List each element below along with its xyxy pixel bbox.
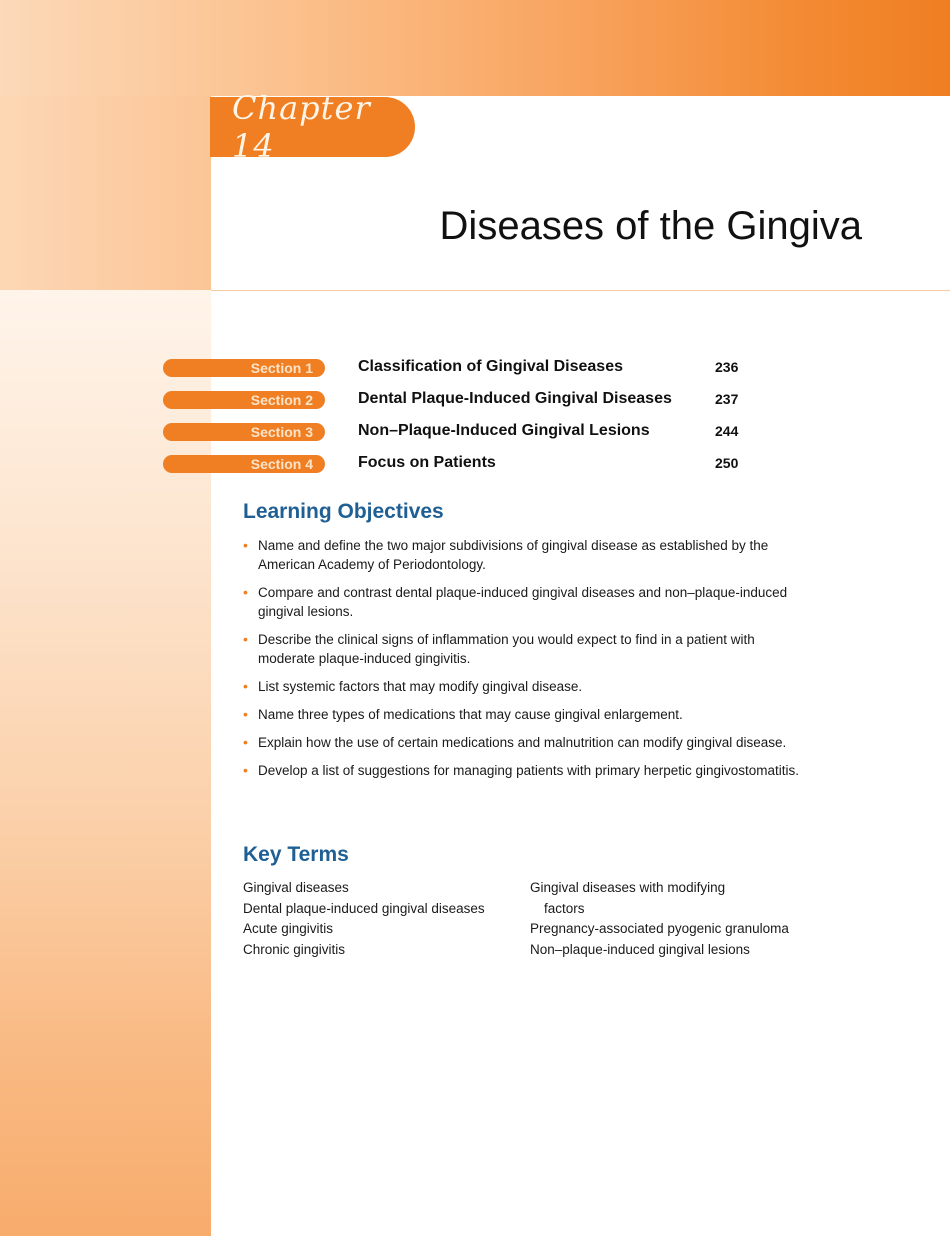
key-term: Dental plaque-induced gingival diseases [243,900,485,916]
section-badge: Section 1 [163,359,325,377]
chapter-label: Chapter 14 [232,89,371,165]
key-terms-column-1 [243,878,485,961]
objective-text: Develop a list of suggestions for managing patients with primary herpetic gingivostomatitis. [258,763,800,778]
section-title: Classification of Gingival Diseases [358,358,623,375]
objective-text: Name and define the two major subdivisions of gingival disease as established by the American Academy of Periodontology. [258,538,769,572]
divider [211,290,950,291]
section-page-number: 244 [715,423,739,439]
bullet-icon: • [243,584,248,600]
bullet-icon: • [243,631,248,647]
list-item [243,733,803,752]
bullet-icon: • [243,537,248,553]
section-badge: Section 3 [163,423,325,441]
section-title: Dental Plaque-Induced Gingival Diseases [358,390,672,407]
key-term: Pregnancy-associated pyogenic granuloma [530,921,789,937]
key-terms-heading: Key Terms [243,843,349,866]
bullet-icon: • [243,678,248,694]
section-row[interactable] [163,422,763,454]
header-gradient-band [0,0,950,96]
key-term: Gingival diseases [243,880,349,895]
objective-text: Compare and contrast dental plaque-induced gingival diseases and non–plaque-induced gingival lesions. [258,585,788,619]
objective-text: List systemic factors that may modify gingival disease. [258,679,583,694]
chapter-title: Diseases of the Gingiva [439,204,862,248]
objective-text: Explain how the use of certain medications and malnutrition can modify gingival disease. [258,735,787,750]
list-item [243,677,803,696]
list-item [243,536,803,574]
section-row[interactable] [163,390,763,422]
key-term: Gingival diseases with modifying [530,880,726,895]
list-item [243,583,803,621]
bullet-icon: • [243,734,248,750]
key-term: Acute gingivitis [243,921,334,937]
section-row[interactable] [163,454,763,486]
objective-text: Describe the clinical signs of inflammation you would expect to find in a patient with moderate plaque-induced gingivitis. [258,632,755,666]
section-badge: Section 4 [163,455,325,473]
key-term-continuation: factors [544,900,585,916]
list-item [243,761,803,780]
objective-text: Name three types of medications that may cause gingival enlargement. [258,707,683,722]
key-terms-column-2 [530,878,789,961]
key-term: Non–plaque-induced gingival lesions [530,942,750,958]
section-row[interactable] [163,358,763,390]
section-badge: Section 2 [163,391,325,409]
section-page-number: 236 [715,359,739,375]
chapter-tab [210,89,415,165]
learning-objectives-list [243,536,803,789]
section-title: Focus on Patients [358,454,496,471]
section-page-number: 250 [715,455,739,471]
section-list [163,358,763,486]
bullet-icon: • [243,706,248,722]
section-page-number: 237 [715,391,739,407]
section-title: Non–Plaque-Induced Gingival Lesions [358,422,650,439]
learning-objectives-heading: Learning Objectives [243,500,444,523]
bullet-icon: • [243,762,248,778]
list-item [243,705,803,724]
list-item [243,630,803,668]
key-term: Chronic gingivitis [243,942,346,958]
left-decorative-strip [0,96,211,290]
